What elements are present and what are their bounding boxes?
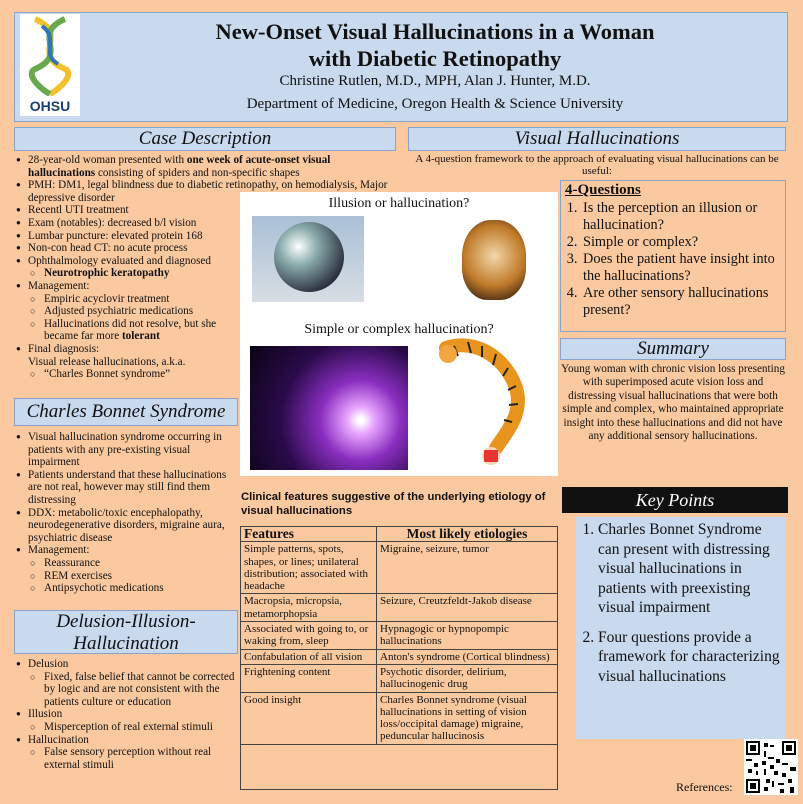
- key-point-item: 2. Four questions provide a framework for characterizing visual hallucinations: [598, 628, 782, 687]
- cartoon-tiger-image: [436, 338, 556, 472]
- key-points-heading: Key Points: [562, 487, 788, 513]
- list-subitem: ○ Neurotrophic keratopathy: [16, 267, 396, 280]
- ohsu-helix-icon: [20, 14, 80, 96]
- list-subitem: ○ “Charles Bonnet syndrome”: [16, 368, 396, 381]
- figure-caption-1: Illusion or hallucination?: [328, 196, 470, 211]
- ohsu-logo: [20, 14, 80, 116]
- table-cell: Seizure, Creutzfeldt-Jakob disease: [377, 594, 558, 622]
- list-subitem: ○ REM exercises: [16, 570, 238, 583]
- light-flare-image: [250, 346, 408, 470]
- logo-text: OHSU: [29, 98, 71, 114]
- four-questions-list: [561, 200, 785, 319]
- table-cell: Associated with going to, or waking from, sleep: [241, 622, 377, 650]
- table-cell: Simple patterns, spots, shapes, or lines; unilateral distribution; associated with headache: [241, 542, 377, 594]
- key-points-box: [576, 517, 786, 739]
- table-cell: Good insight: [241, 692, 377, 744]
- table-cell: Macropsia, micropsia, metamorphopsia: [241, 594, 377, 622]
- list-subitem: ○ False sensory perception without real external stimuli: [16, 746, 238, 771]
- list-item: ● Patients understand that these hallucinations are not real, however may still find them distressing: [16, 469, 238, 507]
- dih-heading-line-1: Delusion-Illusion-: [56, 611, 196, 632]
- list-subitem: ○ Adjusted psychiatric medications: [16, 305, 396, 318]
- column-header-features: Features: [241, 527, 377, 542]
- poster-title: [90, 18, 780, 72]
- table-header-row: [241, 527, 558, 542]
- dih-heading-line-2: Hallucination: [73, 633, 179, 654]
- question-item: 1. Is the perception an illusion or hallucination?: [581, 200, 785, 234]
- list-item: ● Recentl UTI treatment: [16, 204, 396, 217]
- list-item: ● 28-year-old woman presented with one week of acute-onset visual hallucinations consisting of spiders and non-specific shapes: [16, 154, 396, 179]
- summary-text: Young woman with chronic vision loss presenting with superimposed acute vision loss and distressing visual hallucinations that were both simple and complex, who maintained appropriate insight into these hallucinations and did not have any additional sensory hallucinations.: [561, 363, 785, 443]
- list-item: ● Exam (notables): decreased b/l vision: [16, 217, 396, 230]
- table-row: [241, 664, 558, 692]
- cbs-list: [16, 431, 238, 595]
- list-item: ● Final diagnosis:: [16, 343, 396, 356]
- table-cell: Psychotic disorder, delirium, hallucinogenic drug: [377, 664, 558, 692]
- list-item: ● DDX: metabolic/toxic encephalopathy, neurodegenerative disorders, migraine aura, psychiatric disease: [16, 507, 238, 545]
- crystal-ball-image: [252, 216, 364, 302]
- table-row: [241, 622, 558, 650]
- table-cell: Hypnagogic or hypnopompic hallucinations: [377, 622, 558, 650]
- list-item: ● Illusion: [16, 708, 238, 721]
- case-description-heading: Case Description: [14, 127, 396, 151]
- table-row: [241, 649, 558, 664]
- question-item: 4. Are other sensory hallucinations present?: [581, 285, 785, 319]
- dih-heading: [14, 610, 238, 654]
- key-point-item: 1. Charles Bonnet Syndrome can present with distressing visual hallucinations in patients with preexisting visual impairment: [598, 520, 782, 618]
- tiger-image: [456, 214, 532, 306]
- table-cell: Charles Bonnet syndrome (visual hallucinations in setting of vision loss/occipital damage) migraine, peduncular hallucinosis: [377, 692, 558, 744]
- list-item: ● Ophthalmology evaluated and diagnosed: [16, 255, 396, 268]
- dih-list: [16, 658, 238, 771]
- title-line-2: with Diabetic Retinopathy: [308, 46, 562, 71]
- list-subitem: ○ Hallucinations did not resolve, but she became far more tolerant: [16, 318, 248, 343]
- list-item: ● Management:: [16, 544, 238, 557]
- list-item: ● Hallucination: [16, 734, 238, 747]
- list-subitem: ○ Misperception of real external stimuli: [16, 721, 238, 734]
- list-subitem: ○ Reassurance: [16, 557, 238, 570]
- authors: Christine Rutlen, M.D., MPH, Alan J. Hunter, M.D.: [279, 73, 591, 89]
- title-line-1: New-Onset Visual Hallucinations in a Woman: [215, 19, 655, 44]
- department: Department of Medicine, Oregon Health & Science University: [246, 96, 624, 112]
- list-item: ● Management:: [16, 280, 396, 293]
- table-row: [241, 594, 558, 622]
- list-item: ● Lumbar puncture: elevated protein 168: [16, 230, 396, 243]
- table-row: [241, 542, 558, 594]
- table-cell: Migraine, seizure, tumor: [377, 542, 558, 594]
- cbs-heading: Charles Bonnet Syndrome: [14, 398, 238, 426]
- qr-code-icon[interactable]: [744, 739, 798, 795]
- four-questions-heading: 4-Questions: [565, 182, 641, 198]
- column-header-etiologies: Most likely etiologies: [377, 527, 558, 542]
- figure-caption-2: Simple or complex hallucination?: [304, 322, 494, 337]
- illusion-hallucination-figure: [240, 192, 558, 476]
- list-item: ● Non-con head CT: no acute process: [16, 242, 396, 255]
- list-item: ● PMH: DM1, legal blindness due to diabetic retinopathy, on hemodialysis, Major depressive disorder: [16, 179, 396, 204]
- key-points-list: [576, 517, 786, 686]
- question-item: 3. Does the patient have insight into the hallucinations?: [581, 251, 785, 285]
- clinical-features-title: Clinical features suggestive of the underlying etiology of visual hallucinations: [241, 491, 546, 517]
- vh-intro: A 4-question framework to the approach of evaluating visual hallucinations can be useful:: [415, 153, 779, 177]
- table-cell: Confabulation of all vision: [241, 649, 377, 664]
- table-row: [241, 692, 558, 744]
- summary-heading: Summary: [560, 338, 786, 360]
- list-item: ● Visual hallucination syndrome occurring in patients with any pre-existing visual impairment: [16, 431, 238, 469]
- list-subitem: ○ Fixed, false belief that cannot be corrected by logic and are not consistent with the patients culture or education: [16, 671, 238, 709]
- list-subitem: ○ Empiric acyclovir treatment: [16, 293, 396, 306]
- clinical-features-table: [240, 526, 558, 745]
- visual-hallucinations-heading: Visual Hallucinations: [408, 127, 786, 151]
- references-label: References:: [676, 780, 733, 794]
- four-questions-box: [560, 180, 786, 332]
- table-cell: Frightening content: [241, 664, 377, 692]
- list-item: ● Delusion: [16, 658, 238, 671]
- question-item: 2. Simple or complex?: [581, 234, 785, 251]
- list-plain: Visual release hallucinations, a.k.a.: [28, 355, 186, 368]
- list-subitem: ○ Antipsychotic medications: [16, 582, 238, 595]
- table-cell: Anton's syndrome (Cortical blindness): [377, 649, 558, 664]
